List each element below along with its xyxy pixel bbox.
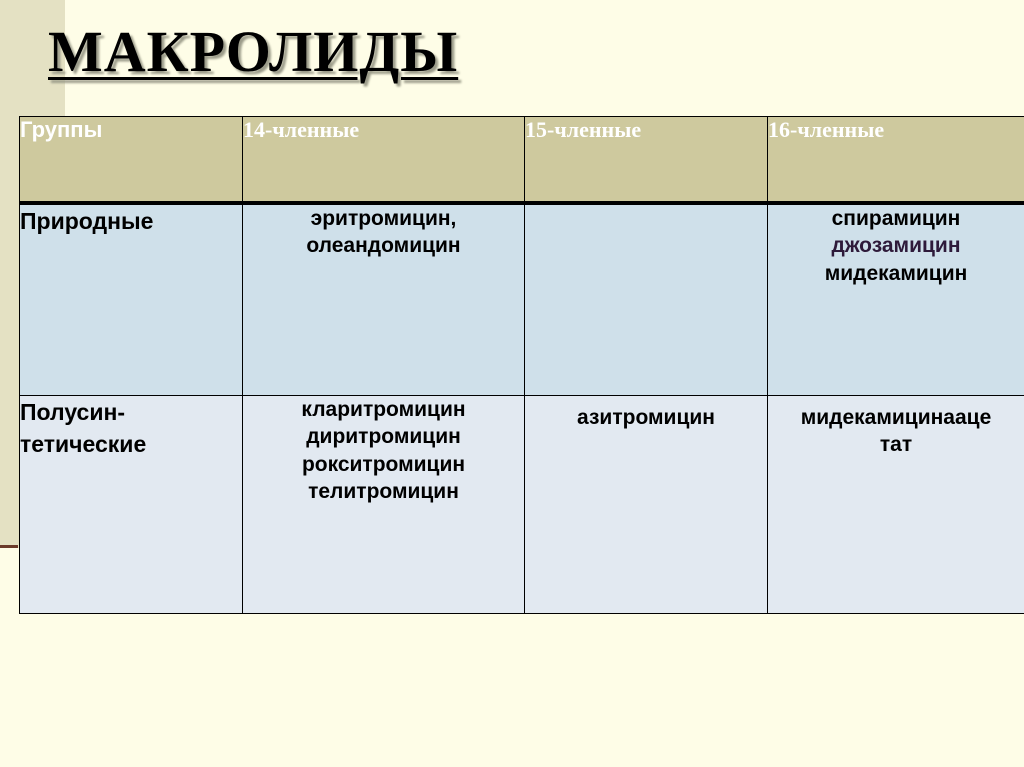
drug-name: тат [879, 433, 913, 457]
drug-name: спирамицин [831, 207, 961, 230]
row-label-line: Полусин- [20, 399, 126, 425]
drug-name: олеандомицин [306, 234, 461, 258]
table-header-row [20, 117, 1024, 204]
table-row-natural [20, 203, 1024, 396]
row-label-natural: Природные [20, 203, 243, 396]
drug-name: диритромицин [306, 425, 461, 449]
header-15-membered: 15-членные [525, 117, 768, 204]
drug-name: мидекамицинааце [800, 406, 992, 429]
drug-name: кларитромицин [301, 398, 466, 421]
cell-semisynthetic-16 [768, 396, 1024, 614]
table-row-semisynthetic [20, 396, 1024, 614]
header-16-membered: 16-членные [768, 117, 1024, 204]
macrolides-table [19, 116, 1024, 614]
cell-semisynthetic-14 [243, 396, 525, 614]
row-label-line: тетические [20, 431, 147, 458]
drug-name: азитромицин [577, 406, 715, 429]
drug-name: джозамицин [831, 234, 961, 258]
cell-semisynthetic-15 [525, 396, 768, 614]
drug-name: телитромицин [308, 479, 459, 503]
cell-natural-15 [525, 203, 768, 396]
left-accent-line [0, 545, 18, 548]
row-label-semisynthetic [20, 396, 243, 614]
header-14-membered: 14-членные [243, 117, 525, 204]
drug-name: мидекамицин [824, 261, 968, 285]
cell-natural-16 [768, 203, 1024, 396]
page-title: МАКРОЛИДЫ [48, 19, 459, 84]
header-groups: Группы [20, 117, 243, 204]
cell-natural-14 [243, 203, 525, 396]
drug-name: эритромицин, [310, 207, 457, 230]
drug-name: рокситромицин [301, 452, 466, 476]
